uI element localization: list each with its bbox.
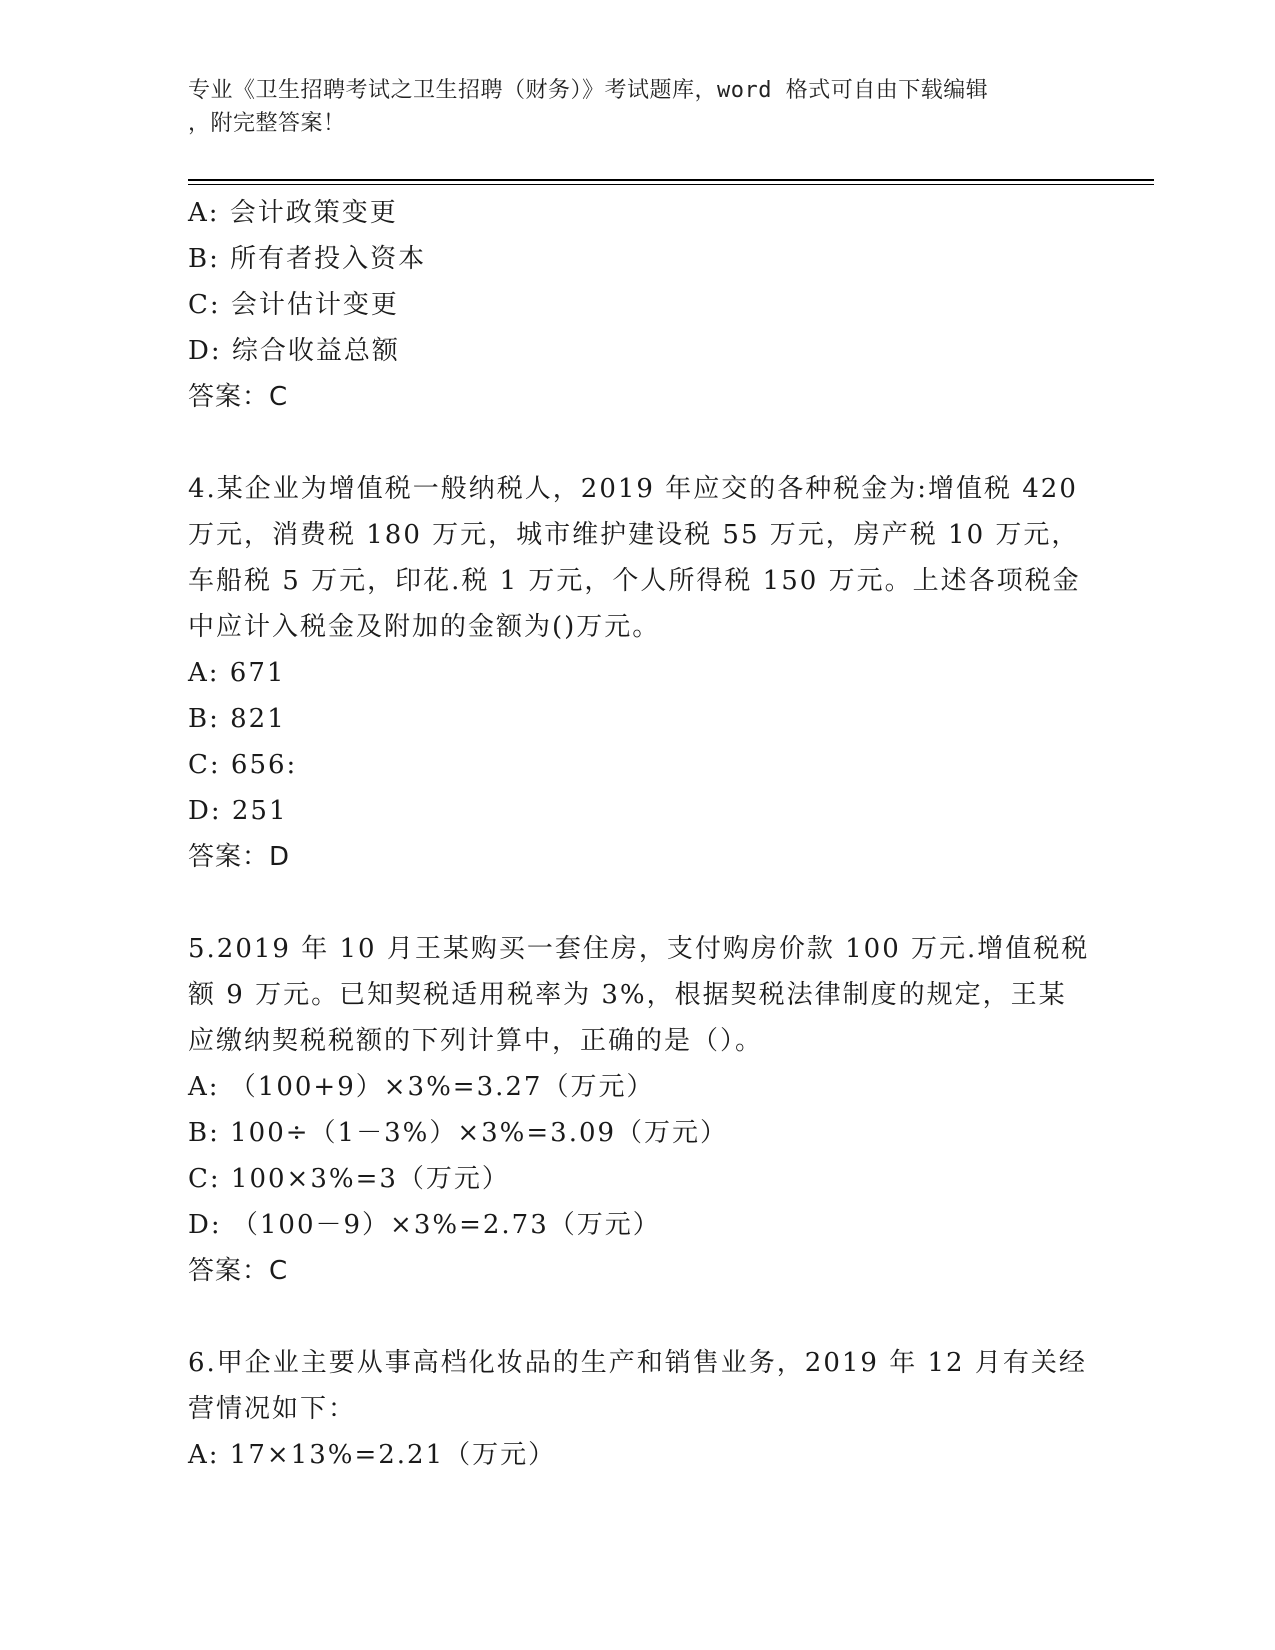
q3-option-b: B: 所有者投入资本 [188,244,427,274]
q4-option-b: B: 821 [188,704,286,734]
q3-option-a: A: 会计政策变更 [188,198,398,228]
q4-answer: 答案：D [188,842,291,872]
header-line-1: 专业《卫生招聘考试之卫生招聘（财务）》考试题库，word 格式可自由下载编辑 [188,78,989,103]
q6-option-a: A: 17×13%=2.21（万元） [188,1440,557,1470]
q5-option-b: B: 100÷（1－3%）×3%=3.09（万元） [188,1118,729,1148]
question-5 [188,926,1088,1294]
q4-stem-line-2: 万元，消费税 180 万元，城市维护建设税 55 万元，房产税 10 万元， [188,520,1080,550]
q4-option-c: C: 656: [188,750,298,780]
document-body [188,190,1088,1478]
q4-stem-line-3: 车船税 5 万元，印花.税 1 万元，个人所得税 150 万元。上述各项税金 [188,566,1081,596]
spacer [188,1294,1088,1340]
q3-option-d: D: 综合收益总额 [188,336,400,366]
q5-answer: 答案：C [188,1256,289,1286]
q3-answer: 答案：C [188,382,289,412]
q4-option-d: D: 251 [188,796,288,826]
header-line-2: ，附完整答案！ [188,111,346,136]
q4-option-a: A: 671 [188,658,286,688]
question-3 [188,190,1088,420]
question-6 [188,1340,1088,1478]
q3-option-c: C: 会计估计变更 [188,290,399,320]
header-divider-thick [188,179,1154,181]
q5-stem-line-2: 额 9 万元。已知契税适用税率为 3%，根据契税法律制度的规定，王某 [188,980,1067,1010]
question-4 [188,466,1088,880]
spacer [188,880,1088,926]
q6-stem-line-2: 营情况如下： [188,1394,357,1424]
q5-stem-line-3: 应缴纳契税税额的下列计算中，正确的是（）。 [188,1026,764,1056]
q5-option-c: C: 100×3%=3（万元） [188,1164,510,1194]
q6-stem-line-1: 6.甲企业主要从事高档化妆品的生产和销售业务，2019 年 12 月有关经 [188,1348,1087,1378]
q4-stem-line-4: 中应计入税金及附加的金额为()万元。 [188,612,661,642]
q5-stem-line-1: 5.2019 年 10 月王某购买一套住房，支付购房价款 100 万元.增值税税 [188,934,1090,964]
q4-stem-line-1: 4.某企业为增值税一般纳税人，2019 年应交的各种税金为:增值税 420 [188,474,1078,504]
q5-option-a: A: （100+9）×3%=3.27（万元） [188,1072,655,1102]
header-divider-thin [188,184,1154,185]
spacer [188,420,1088,466]
document-header [188,74,1088,140]
q5-option-d: D: （100－9）×3%=2.73（万元） [188,1210,661,1240]
